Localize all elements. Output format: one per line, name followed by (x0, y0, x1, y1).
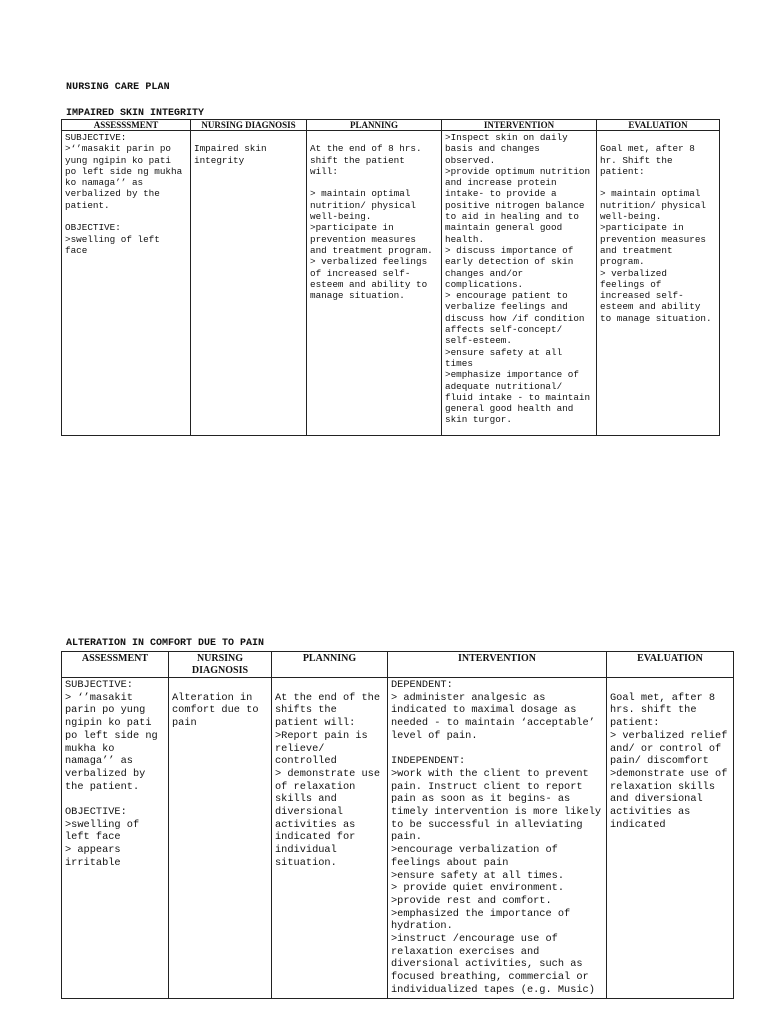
header-planning: PLANNING (307, 120, 442, 131)
section-title-skin-integrity: IMPAIRED SKIN INTEGRITY (66, 108, 205, 119)
evaluation-cell: Goal met, after 8 hr. Shift the patient: > maintain optimal nutrition/ physical well-being. >participate in prevention measures and treatment program. > verbalized feelings of increased self-esteem and ability to manage situation. (597, 131, 720, 436)
header-planning: PLANNING (272, 652, 388, 678)
header-intervention: INTERVENTION (388, 652, 607, 678)
section-title-comfort-pain: ALTERATION IN COMFORT DUE TO PAIN (66, 638, 265, 649)
assessment-cell: SUBJECTIVE: >‘’masakit parin po yung ngipin ko pati po left side ng mukha ko namaga’’ as verbalized by the patient. OBJECTIVE: >swelling of left face (62, 131, 191, 436)
care-plan-table-skin-integrity (61, 119, 720, 436)
care-plan-table-comfort-pain (61, 651, 734, 999)
header-nursing-diagnosis: NURSING DIAGNOSIS (169, 652, 272, 678)
diagnosis-cell: Alteration in comfort due to pain (169, 678, 272, 999)
intervention-cell: >Inspect skin on daily basis and changes observed. >provide optimum nutrition and increase protein intake- to provide a positive nitrogen balance to aid in healing and to maintain general good health. > discuss importance of early detection of skin changes and/or complications. > encourage patient to verbalize feelings and discuss how /if condition affects self-concept/ self-esteem. >ensure safety at all times >emphasize importance of adequate nutritional/ fluid intake - to maintain general good health and skin turgor. (442, 131, 597, 436)
planning-cell: At the end of 8 hrs. shift the patient will: > maintain optimal nutrition/ physical well-being. >participate in prevention measures and treatment program. > verbalized feelings of increased self-esteem and ability to manage situation. (307, 131, 442, 436)
intervention-cell: DEPENDENT: > administer analgesic as indicated to maximal dosage as needed - to maintain ‘acceptable’ level of pain. INDEPENDENT: >work with the client to prevent pain. Instruct client to report pain as soon as it begins- as timely intervention is more likely to be successful in alleviating pain. >encourage verbalization of feelings about pain >ensure safety at all times. > provide quiet environment. >provide rest and comfort. >emphasized the importance of hydration. >instruct /encourage use of relaxation exercises and diversional activities, such as focused breathing, commercial or individualized tapes (e.g. Music) (388, 678, 607, 999)
header-assessment: ASSESSMENT (62, 652, 169, 678)
header-nursing-diagnosis: NURSING DIAGNOSIS (191, 120, 307, 131)
table-header-row (62, 120, 720, 131)
planning-cell: At the end of the shifts the patient will: >Report pain is relieve/ controlled > demonstrate use of relaxation skills and diversional activities as indicated for individual situation. (272, 678, 388, 999)
document-title: NURSING CARE PLAN (66, 82, 170, 93)
header-evaluation: EVALUATION (597, 120, 720, 131)
table-header-row (62, 652, 734, 678)
table-row (62, 131, 720, 436)
evaluation-cell: Goal met, after 8 hrs. shift the patient: > verbalized relief and/ or control of pain/ discomfort >demonstrate use of relaxation skills and diversional activities as indicated (607, 678, 734, 999)
header-intervention: INTERVENTION (442, 120, 597, 131)
assessment-cell: SUBJECTIVE: > ‘’masakit parin po yung ngipin ko pati po left side ng mukha ko namaga’’ as verbalized by the patient. OBJECTIVE: >swelling of left face > appears irritable (62, 678, 169, 999)
diagnosis-cell: Impaired skin integrity (191, 131, 307, 436)
table-row (62, 678, 734, 999)
header-assessment: ASSESSSMENT (62, 120, 191, 131)
header-evaluation: EVALUATION (607, 652, 734, 678)
